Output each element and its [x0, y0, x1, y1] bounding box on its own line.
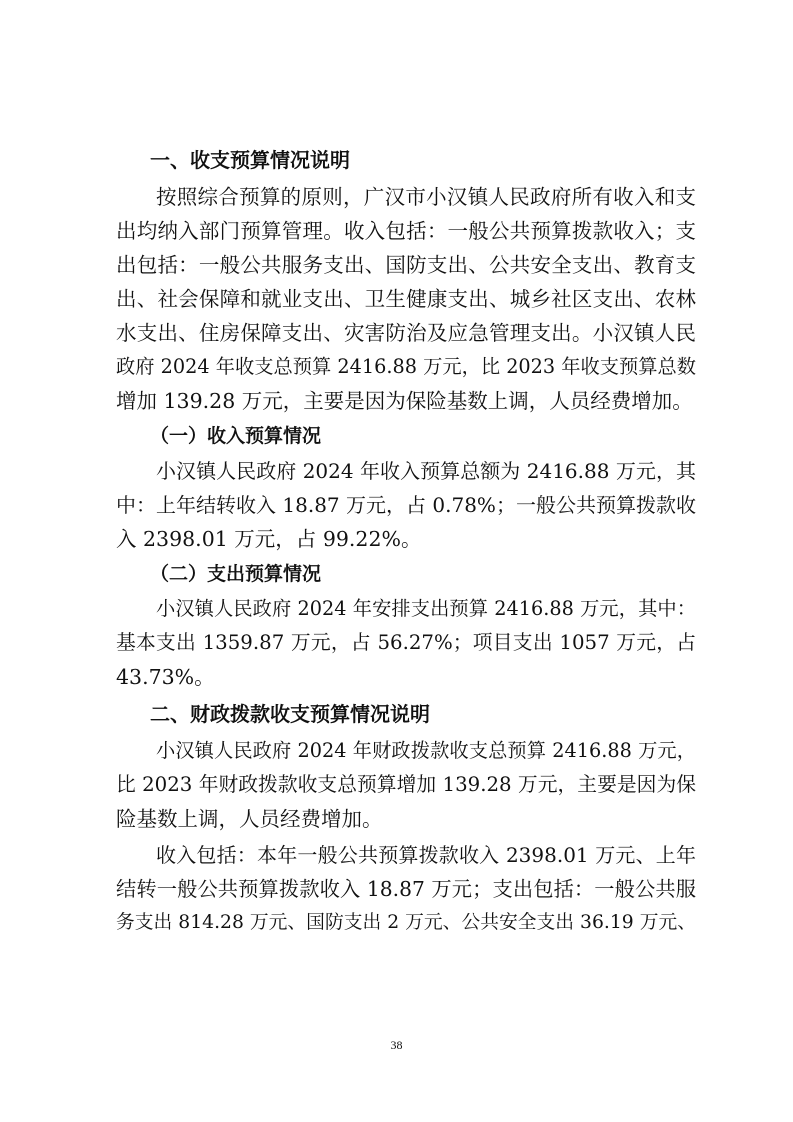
- paragraph-line: 增加 139.28 万元，主要是因为保险基数上调，人员经费增加。: [116, 389, 693, 413]
- paragraph-line: 小汉镇人民政府 2024 年收入预算总额为 2416.88 万元，其: [156, 459, 696, 483]
- paragraph-line: 出均纳入部门预算管理。收入包括：一般公共预算拨款收入；支: [116, 219, 696, 243]
- paragraph-line: 小汉镇人民政府 2024 年安排支出预算 2416.88 万元，其中：: [156, 597, 696, 620]
- paragraph-line: 43.73%。: [116, 665, 215, 689]
- paragraph-line: 出包括：一般公共服务支出、国防支出、公共安全支出、教育支: [116, 253, 696, 277]
- section-heading-budget-overview: 一、收支预算情况说明: [150, 148, 350, 172]
- paragraph-line: 小汉镇人民政府 2024 年财政拨款收支总预算 2416.88 万元，: [156, 739, 696, 762]
- paragraph-line: 政府 2024 年收支总预算 2416.88 万元，比 2023 年收支预算总数: [116, 355, 697, 378]
- section-heading-fiscal-appropriation: 二、财政拨款收支预算情况说明: [150, 702, 430, 726]
- paragraph-line: 水支出、住房保障支出、灾害防治及应急管理支出。小汉镇人民: [116, 321, 696, 345]
- paragraph-line: 入 2398.01 万元，占 99.22%。: [116, 527, 422, 551]
- paragraph-line: 基本支出 1359.87 万元，占 56.27%；项目支出 1057 万元，占: [116, 631, 696, 654]
- paragraph-line: 险基数上调，人员经费增加。: [116, 807, 383, 831]
- subheading-income-budget: （一）收入预算情况: [150, 425, 322, 447]
- paragraph-line: 按照综合预算的原则，广汉市小汉镇人民政府所有收入和支: [156, 185, 696, 209]
- subheading-expense-budget: （二）支出预算情况: [150, 563, 322, 585]
- paragraph-line: 比 2023 年财政拨款收支总预算增加 139.28 万元，主要是因为保: [116, 773, 696, 796]
- paragraph-line: 务支出 814.28 万元、国防支出 2 万元、公共安全支出 36.19 万元、: [116, 912, 696, 933]
- paragraph-line: 出、社会保障和就业支出、卫生健康支出、城乡社区支出、农林: [116, 287, 696, 311]
- page-number: 38: [390, 1038, 403, 1052]
- paragraph-line: 中：上年结转收入 18.87 万元，占 0.78%；一般公共预算拨款收: [116, 493, 696, 517]
- paragraph-line: 结转一般公共预算拨款收入 18.87 万元；支出包括：一般公共服: [116, 877, 696, 901]
- paragraph-line: 收入包括：本年一般公共预算拨款收入 2398.01 万元、上年: [156, 843, 696, 867]
